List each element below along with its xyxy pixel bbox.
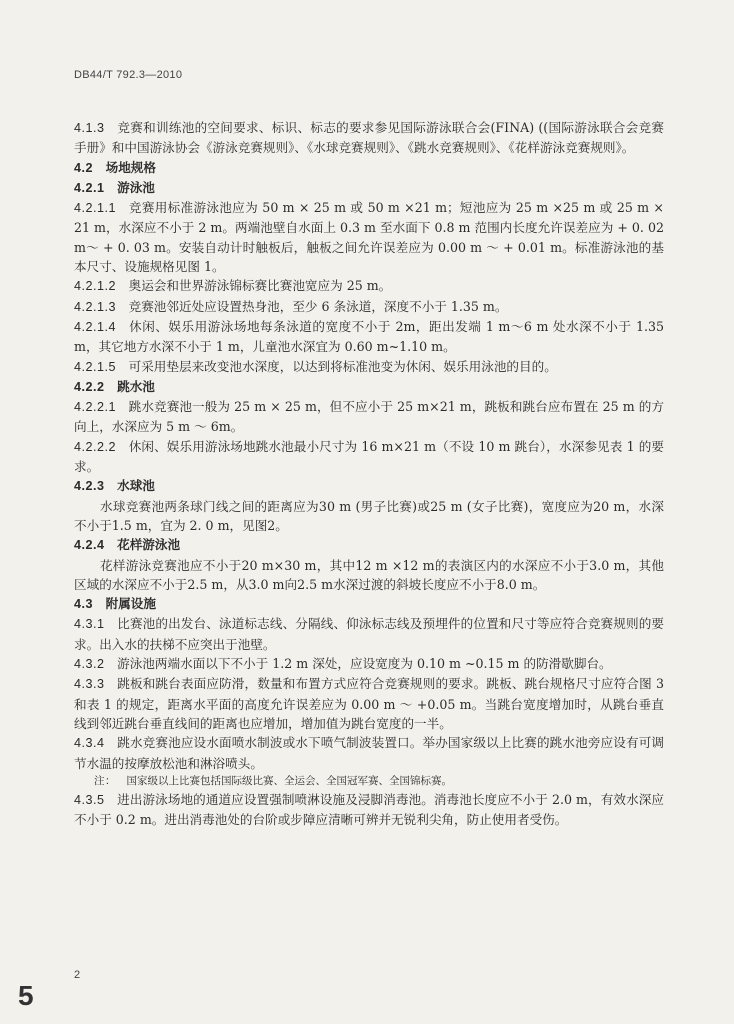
clause-text: 休闲、娱乐用游泳场地每条泳道的宽度不小于 2m，距出发端 1 m～6 m 处水深不小于 1.35 m，其它地方水深不小于 1 m，儿童池水深宜为 0.60 m~1.10 m。: [74, 318, 664, 355]
clause-paragraph: [74, 357, 664, 377]
clause-text: 比赛池的出发台、泳道标志线、分隔线、仰泳标志线及预埋件的位置和尺寸等应符合竞赛规则的要求。出入水的扶梯不应突出于池壁。: [74, 616, 664, 652]
corner-mark: 5: [18, 980, 34, 1011]
clause-paragraph: [74, 198, 664, 276]
clause-text: 可采用垫层来改变池水深度，以达到将标准池变为休闲、娱乐用泳池的目的。: [128, 358, 557, 374]
clause-number: 4.2.1: [74, 180, 105, 195]
clause-number: 4.2.1.5: [74, 359, 117, 374]
clause-number: 4.2.2.1: [74, 400, 117, 415]
heading-text: 游泳池: [117, 179, 155, 195]
clause-paragraph: [74, 317, 664, 357]
clause-paragraph: [74, 297, 664, 317]
clause-paragraph: [74, 118, 664, 158]
section-heading: [74, 535, 664, 555]
clause-number: 4.3.5: [74, 792, 105, 807]
heading-text: 跳水池: [117, 378, 155, 394]
clause-text: 跳板和跳台表面应防滑，数量和布置方式应符合竞赛规则的要求。跳板、跳台规格尺寸应符合图 3 和表 1 的规定，距离水平面的高度允许误差应为 0.00 m ～ +0.05 m。当跳台宽度增加时，从跳台垂直线到邻近跳台垂直线间的距离也应增加，增加值为跳台宽度的一半。: [74, 676, 664, 731]
clause-text: 竞赛池邻近处应设置热身池，至少 6 条泳道，深度不小于 1.35 m。: [128, 298, 508, 314]
clause-paragraph: [74, 790, 664, 830]
clause-text: 国家级以上比赛包括国际级比赛、全运会、全国冠军赛、全国锦标赛。: [126, 774, 452, 787]
note-paragraph: [74, 773, 664, 790]
clause-number: 4.2.1.4: [74, 319, 117, 334]
clause-text: 花样游泳竞赛池应不小于20 m×30 m，其中12 m ×12 m的表演区内的水深应不小于3.0 m，其他区域的水深应不小于2.5 m，从3.0 m向2.5 m水深过渡的斜坡长度应不小于8.0 m。: [74, 557, 664, 592]
clause-paragraph: [74, 437, 664, 477]
clause-text: 奥运会和世界游泳锦标赛比赛池宽应为 25 m。: [128, 278, 392, 294]
clause-text: 水球竞赛池两条球门线之间的距离应为30 m (男子比赛)或25 m (女子比赛)，宽度应为20 m，水深不小于1.5 m，宜为 2. 0 m，见图2。: [74, 498, 664, 533]
clause-number: 4.3: [74, 597, 94, 612]
section-heading: [74, 158, 664, 178]
clause-text: 竞赛和训练池的空间要求、标识、标志的要求参见国际游泳联合会(FINA) ((国际游泳联合会竞赛手册》和中国游泳协会《游泳竞赛规则》、《水球竞赛规则》、《跳水竞赛规则》、《花样游泳竞赛规则》。: [74, 120, 664, 156]
clause-text: 跳水竞赛池一般为 25 m × 25 m，但不应小于 25 m×21 m，跳板和跳台应布置在 25 m 的方向上，水深应为 5 m ～ 6m。: [74, 399, 664, 435]
heading-text: 花样游泳池: [117, 537, 181, 553]
heading-text: 场地规格: [105, 159, 156, 175]
clause-number: 4.3.4: [74, 736, 105, 751]
section-heading: [74, 594, 664, 614]
heading-text: 附属设施: [105, 596, 156, 612]
section-heading: [74, 476, 664, 496]
clause-number: 4.2.2: [74, 379, 105, 394]
clause-number: 注：: [94, 774, 116, 787]
clause-number: 4.3.2: [74, 657, 105, 672]
body-content: [74, 118, 664, 829]
clause-paragraph: [74, 397, 664, 437]
clause-number: 4.3.3: [74, 677, 105, 692]
clause-paragraph: [74, 674, 664, 733]
clause-text: 竞赛用标准游泳池应为 50 m × 25 m 或 50 m ×21 m；短池应为 25 m ×25 m 或 25 m × 21 m，水深应不小于 2 m。两端池壁自水面上 0.3 m 至水面下 0.8 m 范围内长度允许误差应为 + 0. 02 m～ + 0. 03 m。安装自动计时触板后，触板之间允许误差应为 0.00 m ～ + 0.01 m。标准游泳池的基本尺寸、设施规格见图 1。: [74, 200, 664, 275]
clause-text: 跳水竞赛池应设水面喷水制波或水下喷气制波装置口。举办国家级以上比赛的跳水池旁应设有可调节水温的按摩放松池和淋浴喷头。: [74, 735, 664, 771]
standard-code: DB44/T 792.3—2010: [74, 69, 183, 81]
section-heading: [74, 377, 664, 397]
clause-paragraph: [74, 654, 664, 674]
clause-text: 游泳池两端水面以下不小于 1.2 m 深处，应设宽度为 0.10 m ~0.15 m 的防滑歇脚台。: [117, 656, 612, 672]
clause-number: 4.2.3: [74, 479, 105, 494]
clause-number: 4.3.1: [74, 617, 105, 632]
clause-paragraph: [74, 556, 664, 595]
clause-number: 4.2.2.2: [74, 439, 117, 454]
heading-text: 水球池: [117, 478, 155, 494]
section-heading: [74, 178, 664, 198]
clause-number: 4.2.1.3: [74, 299, 117, 314]
clause-paragraph: [74, 614, 664, 654]
clause-number: 4.2.1.1: [74, 201, 117, 216]
clause-paragraph: [74, 276, 664, 296]
clause-paragraph: [74, 497, 664, 536]
clause-number: 4.1.3: [74, 121, 105, 135]
clause-text: 休闲、娱乐用游泳场地跳水池最小尺寸为 16 m×21 m（不设 10 m 跳台），水深参见表 1 的要求。: [74, 438, 664, 475]
page-number: 2: [74, 969, 81, 981]
clause-text: 进出游泳场地的通道应设置强制喷淋设施及浸脚消毒池。消毒池长度应不小于 2.0 m，有效水深应不小于 0.2 m。进出消毒池处的台阶或步障应清晰可辨并无锐利尖角，防止使用者受伤。: [74, 791, 664, 828]
clause-number: 4.2.1.2: [74, 279, 117, 294]
clause-number: 4.2: [74, 160, 94, 175]
clause-paragraph: [74, 733, 664, 773]
clause-number: 4.2.4: [74, 538, 105, 553]
